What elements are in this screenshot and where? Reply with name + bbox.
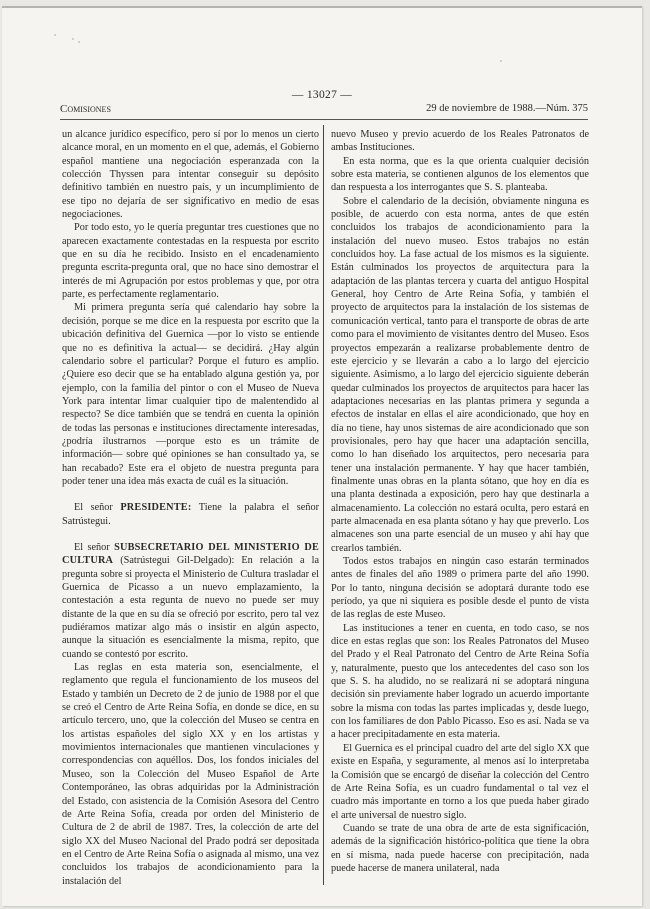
- paragraph: Cuando se trate de una obra de arte de esta significación, además de la significación histórico-política que tiene la obra en sí misma, nada puede hacerse con precipitación, nada puede hacerse de manera unilateral, nada: [331, 822, 589, 874]
- paragraph: un alcance jurídico específico, pero sí por lo menos un cierto alcance moral, en un momento en el que, además, el Gobierno español mantiene una negociación esperanzada con la colección Thyssen para intentar conseguir su depósito definitivo también en nuestro país, y un incumplimiento de ese tipo no dejaría de ser significativo en medio de esas negociaciones.: [62, 129, 319, 221]
- paragraph: El Guernica es el principal cuadro del arte del siglo XX que existe en España, y seguramente, al menos así lo interpretaba la Comisión que se encargó de diseñar la colección del Centro de Arte Reina Sofía, es un cuadro fundamental o tal vez el cuadro más importante en torno a los que pueda haber girado el arte universal de nuestro siglo.: [331, 742, 589, 821]
- running-header: [60, 103, 588, 120]
- column-divider: [323, 125, 324, 885]
- speech-text: Tiene la palabra el señor Satrústegui.: [62, 502, 319, 527]
- page-edge-line: [2, 6, 642, 8]
- paragraph: Por todo esto, yo le quería preguntar tres cuestiones que no aparecen exactamente contestadas en la respuesta por escrito que en su día he recibido. Insisto en el encadenamiento pregunta escrita-pregunta oral, que no hace sino demostrar el interés de mi Agrupación por estos problemas y que, por otra parte, es perfectamente reglamentario.: [62, 222, 319, 301]
- date-issue: 29 de noviembre de 1988.—Núm. 375: [426, 103, 588, 114]
- paragraph: Las instituciones a tener en cuenta, en todo caso, se nos dice en estas reglas que son: los Reales Patronatos del Museo del Prado y el Real Patronato del Centro de Arte Reina Sofía y, naturalmente, puesto que los antecedentes del caso son los que S. S. ha aludido, no se realizará ni se adoptará ninguna decisión sin previamente haber logrado un acuerdo importante sobre la misma con todas las partes implicadas y, desde luego, con los familiares de don Pablo Picasso. Eso es así. Nada se va a hacer precipitadamente en esta materia.: [331, 622, 589, 741]
- speech-text: (Satrústegui Gil-Delgado): En relación a la pregunta sobre si proyecta el Ministerio de Cultura trasladar el Guernica de Picasso a un nuevo emplazamiento, la contestación a esta regunta de nuevo no puede ser muy distante de la que en su día se ofreció por escrito, pero tal vez pudiéramos matizar algo más o insistir en algún aspecto, aunque la situación es esencialmente la misma, repito, que cuando se contestó por escrito.: [62, 555, 319, 660]
- left-column: [62, 128, 319, 888]
- document-page: [2, 6, 642, 906]
- right-column: [331, 128, 589, 875]
- page-number: — 13027 —: [291, 89, 353, 101]
- speaker-paragraph: [62, 501, 319, 528]
- paper-speck: [72, 38, 74, 40]
- paragraph: Todos estos trabajos en ningún caso estarán terminados antes de finales del año 1989 o primera parte del año 1990. Por lo tanto, ninguna decisión se adoptará durante todo ese período, ya que ni siquiera es posible desde el punto de vista de las reglas de este Museo.: [331, 556, 589, 621]
- paper-speck: [54, 34, 56, 36]
- paragraph: nuevo Museo y previo acuerdo de los Reales Patronatos de ambas Instituciones.: [331, 129, 589, 154]
- paragraph: Sobre el calendario de la decisión, obviamente ninguna es posible, de acuerdo con esta norma, antes de que estén concluidos los trabajos de acondicionamiento para la instalación del nuevo museo. Estos trabajos no están concluidos hoy. La fase actual de los mismos es la siguiente. Están culminados los proyectos de arquitectura para la adaptación de las plantas tercera y cuarta del antiguo Hospital General, hoy Centro de Arte Reina Sofía, y también el proyecto de arquitectos para la instalación de los sistemas de comunicación vertical, tanto para el transporte de obras de arte como para el movimiento de visitantes dentro del Museo. Esos proyectos empezarán a realizarse probablemente dentro de este ejercicio y se llevarán a cabo a lo largo del ejercicio siguiente. Asimismo, a lo largo del ejercicio siguiente deberán quedar culminados los proyectos de arquitectos para hacer las adaptaciones necesarias en las plantas primera y segunda a efectos de instalar en ellas el aire acondicionado, que hoy en día no tiene, hay unos sistemas de aire acondicionado que son provisionales, pero hay que hacer una adaptación sencilla, como lo han diseñado los arquitectos, pero necesaria para tener una instalación permanente. Y hay que hacer también, finalmente unas obras en la planta sótano, que hoy en día es una planta destinada a exposición, pero hay que destinarla a almacenamiento. La colección no estará oculta, pero estará en parte almacenada en esa planta sótano y hay que preverlo. Los almacenes son una parte esencial de un museo y ahí hay que crearlos también.: [331, 195, 589, 554]
- paper-speck: [500, 60, 502, 62]
- speaker-prefix: El señor: [74, 502, 121, 514]
- paragraph: En esta norma, que es la que orienta cualquier decisión sobre esta materia, se contienen algunos de los elementos que dan respuesta a los interrogantes que S. S. planteaba.: [331, 155, 589, 194]
- speaker-prefix: El señor: [74, 541, 115, 553]
- paper-speck: [78, 41, 80, 43]
- section-title: Comisiones: [60, 103, 111, 115]
- speaker-name: SUBSECRETARIO DEL MINISTERIO DE CULTURA: [62, 541, 320, 567]
- paragraph: Las reglas en esta materia son, esencialmente, el reglamento que regula el funcionamiento de los museos del Estado y también un Decreto de 2 de junio de 1988 por el que se creó el Centro de Arte Reina Sofía, en donde se dice, en su artículo tercero, uno, que la colección del Museo se centra en los artistas españoles del siglo XX y en los artistas y movimientos internacionales que mantienen vinculaciones y correspondencias con aquéllos. Dos, los fondos iniciales del Museo, son la Colección del Museo Español de Arte Contemporáneo, las obras adquiridas por la Administración del Estado, con asistencia de la Comisión Asesora del Centro de Arte Reina Sofía, creada por orden del Ministerio de Cultura de 2 de abril de 1987. Tres, la colección de arte del siglo XX del Museo Nacional del Prado podrá ser depositada en el Centro de Arte Reina Sofía o asignada al mismo, una vez concluidos los trabajos de acondicionamiento para la instalación del: [62, 662, 319, 887]
- paragraph: Mi primera pregunta sería qué calendario hay sobre la decisión, porque se me dice en la respuesta por escrito que la ubicación definitiva del Guernica —por lo visto se entiende que no es definitiva la actual— se decidirá. ¿Hay algún calendario sobre el particular? Porque el futuro es amplio. ¿Quiere eso decir que se ha entablado alguna gestión ya, por ejemplo, con la familia del pintor o con el Museo de Nueva York para intentar limar cualquier tipo de malentendido al respecto? Se dice también que se tendrá en cuenta la opinión de todas las personas e instituciones directamente interesadas, ¿podría ilustrarnos —porque esto es un trámite de información— sobre qué opiniones se han consultado ya, se han recabado? Este era el objeto de nuestra pregunta para poder tener una idea más exacta de cuál es la situación.: [62, 302, 319, 487]
- speaker-name: PRESIDENTE:: [120, 502, 192, 514]
- speaker-paragraph: [62, 541, 319, 661]
